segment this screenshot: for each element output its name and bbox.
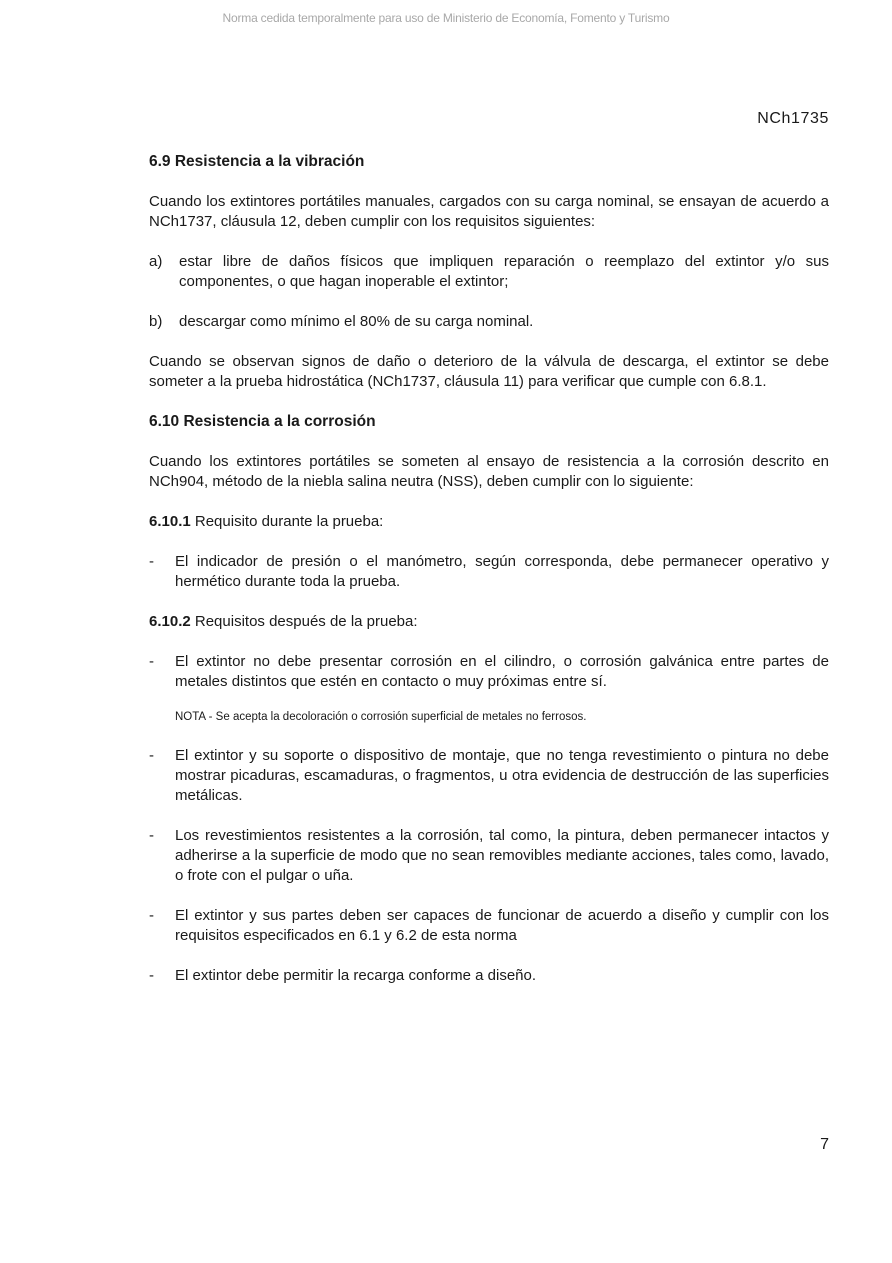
list-item (149, 906, 829, 946)
list-item-text: descargar como mínimo el 80% de su carga nominal. (179, 313, 534, 330)
list-marker: a) (149, 253, 163, 270)
subsection-6-10-2-heading (149, 612, 829, 632)
section-6-9-closing: Cuando se observan signos de daño o deterioro de la válvula de descarga, el extintor se debe someter a la prueba hidrostática (NCh1737, cláusula 11) para verificar que cumple con 6.8.1. (149, 353, 829, 390)
list-item-text: El extintor no debe presentar corrosión en el cilindro, o corrosión galvánica entre partes de metales distintos que estén en contacto o muy próximas entre sí. (175, 653, 829, 690)
document-code: NCh1735 (757, 110, 829, 127)
section-6-9-title: 6.9 Resistencia a la vibración (149, 153, 365, 170)
list-item (149, 552, 829, 592)
list-marker: - (149, 553, 154, 570)
list-marker: - (149, 967, 154, 984)
list-item (149, 826, 829, 886)
list-item (149, 746, 829, 806)
section-6-10-intro: Cuando los extintores portátiles se someten al ensayo de resistencia a la corrosión descrito en NCh904, método de la niebla salina neutra (NSS), deben cumplir con lo siguiente: (149, 453, 829, 490)
note-text: NOTA - Se acepta la decoloración o corrosión superficial de metales no ferrosos. (175, 711, 587, 723)
subsection-title: Requisitos después de la prueba: (190, 613, 418, 630)
section-6-10-title: 6.10 Resistencia a la corrosión (149, 413, 376, 430)
list-item-text: estar libre de daños físicos que impliquen reparación o reemplazo del extintor y/o sus componentes, o que hagan inoperable el extintor; (179, 253, 829, 290)
list-item-text: El extintor y su soporte o dispositivo de montaje, que no tenga revestimiento o pintura no debe mostrar picaduras, escamaduras, o fragmentos, u otra evidencia de destrucción de las superficies metálicas. (175, 747, 829, 804)
subsection-title: Requisito durante la prueba: (190, 513, 384, 530)
subsection-number: 6.10.2 (149, 613, 191, 630)
list-item-b (149, 312, 829, 332)
page-content (149, 152, 829, 1006)
list-item (149, 966, 829, 986)
watermark-text: Norma cedida temporalmente para uso de Ministerio de Economía, Fomento y Turismo (222, 11, 670, 25)
list-item-text: El extintor y sus partes deben ser capaces de funcionar de acuerdo a diseño y cumplir con los requisitos especificados en 6.1 y 6.2 de esta norma (175, 907, 829, 944)
list-marker: - (149, 653, 154, 670)
list-marker: - (149, 747, 154, 764)
list-item (149, 652, 829, 692)
list-marker: - (149, 907, 154, 924)
list-item-text: El extintor debe permitir la recarga conforme a diseño. (175, 967, 537, 984)
list-marker: - (149, 827, 154, 844)
list-item-a (149, 252, 829, 292)
list-marker: b) (149, 313, 163, 330)
list-item-text: El indicador de presión o el manómetro, según corresponda, debe permanecer operativo y hermético durante toda la prueba. (175, 553, 829, 590)
subsection-6-10-1-heading (149, 512, 829, 532)
page-number: 7 (820, 1136, 829, 1153)
subsection-number: 6.10.1 (149, 513, 191, 530)
list-item-text: Los revestimientos resistentes a la corrosión, tal como, la pintura, deben permanecer intactos y adherirse a la superficie de modo que no sean removibles mediante acciones, tales como, lavado, o frote con el pulgar o uña. (175, 827, 829, 884)
section-6-9-intro: Cuando los extintores portátiles manuales, cargados con su carga nominal, se ensayan de acuerdo a NCh1737, cláusula 12, deben cumplir con los requisitos siguientes: (149, 193, 829, 230)
